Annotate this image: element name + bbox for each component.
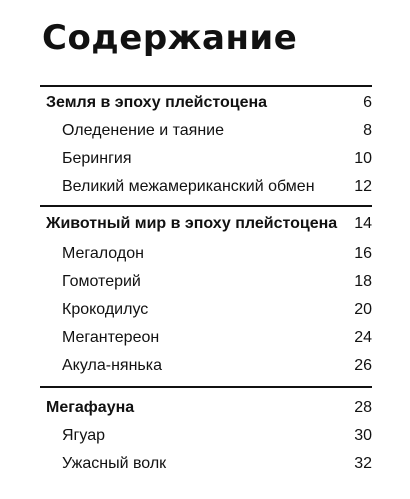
toc-page-number: 24: [354, 329, 372, 346]
toc-item-title: Акула-нянька: [62, 357, 162, 374]
toc-item-title: Крокодилус: [62, 301, 149, 318]
toc-item-title: Мегалодон: [62, 245, 144, 262]
toc-page-number: 10: [354, 150, 372, 167]
toc-page-number: 8: [363, 122, 372, 139]
toc-item[interactable]: [0, 145, 410, 173]
section-divider-1: [40, 85, 372, 87]
toc-page-number: 18: [354, 273, 372, 290]
toc-item[interactable]: [0, 422, 410, 450]
toc-page-number: 20: [354, 301, 372, 318]
section-divider-3: [40, 386, 372, 388]
toc-page-number: 30: [354, 427, 372, 444]
toc-section-1[interactable]: [0, 89, 410, 117]
toc-item-title: Ужасный волк: [62, 455, 167, 472]
toc-item-title: Великий межамериканский обмен: [62, 178, 315, 195]
toc-page-number: 32: [354, 455, 372, 472]
toc-item[interactable]: [0, 450, 410, 478]
toc-section-3[interactable]: [0, 394, 410, 422]
toc-item[interactable]: [0, 173, 410, 201]
toc-item[interactable]: [0, 324, 410, 352]
toc-section-2[interactable]: [0, 210, 410, 238]
toc-item[interactable]: [0, 296, 410, 324]
toc-item-title: Мегантереон: [62, 329, 160, 346]
page-title: Содержание: [42, 18, 298, 58]
toc-page-number: 16: [354, 245, 372, 262]
section-divider-2: [40, 205, 372, 207]
toc-item-title: Ягуар: [62, 427, 106, 444]
toc-item-title: Оледенение и таяние: [62, 122, 224, 139]
toc-item[interactable]: [0, 268, 410, 296]
toc-item[interactable]: [0, 352, 410, 380]
toc-page-number: 14: [354, 215, 372, 232]
toc-item-title: Берингия: [62, 150, 132, 167]
toc-section-title: Мегафауна: [46, 399, 135, 416]
toc-page-number: 28: [354, 399, 372, 416]
toc-page-number: 26: [354, 357, 372, 374]
toc-item[interactable]: [0, 240, 410, 268]
toc-section-title: Животный мир в эпоху плейстоцена: [46, 215, 338, 232]
toc-item-title: Гомотерий: [62, 273, 141, 290]
toc-item[interactable]: [0, 117, 410, 145]
toc-section-title: Земля в эпоху плейстоцена: [46, 94, 268, 111]
toc-page-number: 6: [363, 94, 372, 111]
toc-page-number: 12: [354, 178, 372, 195]
